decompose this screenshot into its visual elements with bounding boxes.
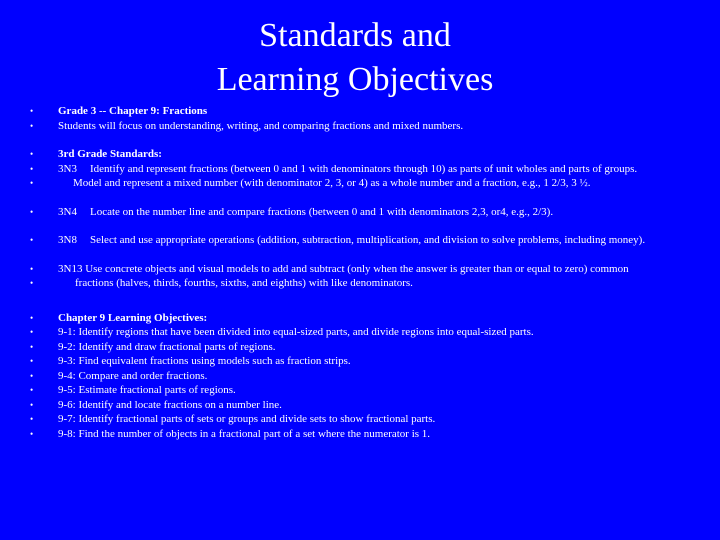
slide-title xyxy=(150,14,560,102)
bullet-icon: • xyxy=(30,341,34,352)
bullet-icon: • xyxy=(30,163,34,174)
slide-title-line1: Standards and xyxy=(259,17,451,54)
standard-3n3-cont xyxy=(30,176,712,191)
bullet-icon: • xyxy=(30,206,34,217)
standard-text: Use concrete objects and visual models to add and subtract (only when the answer is greater than or equal to zero) common xyxy=(85,262,629,275)
objective-text: 9-6: Identify and locate fractions on a number line. xyxy=(58,398,282,411)
standard-code: 3N3 xyxy=(58,162,77,175)
standard-code: 3N13 xyxy=(58,262,83,275)
bullet-icon: • xyxy=(30,178,34,188)
bullet-icon: • xyxy=(30,235,34,245)
standard-code: 3N4 xyxy=(58,205,77,218)
objective-text: 9-1: Identify regions that have been divided into equal-sized parts, and divide regions into equal-sized parts. xyxy=(58,326,534,338)
bullet-icon: • xyxy=(30,106,34,116)
bullet-icon: • xyxy=(30,120,34,131)
objective-text: 9-8: Find the number of objects in a fractional part of a set where the numerator is 1. xyxy=(58,427,431,440)
chapter-text: Students will focus on understanding, writing, and comparing fractions and mixed numbers. xyxy=(58,119,464,132)
objective-text: 9-3: Find equivalent fractions using models such as fraction strips. xyxy=(58,355,351,367)
chapter-heading-line xyxy=(30,104,712,119)
standards-heading: 3rd Grade Standards: xyxy=(58,148,162,160)
bullet-icon: • xyxy=(30,263,34,274)
chapter-text-line xyxy=(30,119,712,134)
bullet-icon: • xyxy=(30,149,34,159)
objective-text: 9-4: Compare and order fractions. xyxy=(58,369,208,382)
objective-text: 9-2: Identify and draw fractional parts of regions. xyxy=(58,340,276,353)
standards-heading-line xyxy=(30,147,712,162)
objective-item xyxy=(30,369,712,384)
objective-item xyxy=(30,340,712,355)
standard-text: Model and represent a mixed number (with denominator 2, 3, or 4) as a whole number and a fraction, e.g., 1 2/3, 3 ½. xyxy=(73,177,591,189)
chapter-heading: Grade 3 -- Chapter 9: Fractions xyxy=(58,105,208,117)
standard-text: fractions (halves, thirds, fourths, sixths, and eighths) with like denominators. xyxy=(75,277,413,289)
standard-3n3 xyxy=(30,162,712,177)
bullet-icon: • xyxy=(30,278,34,288)
objective-item xyxy=(30,412,712,427)
bullet-icon: • xyxy=(30,327,34,337)
standard-3n4 xyxy=(30,205,712,220)
objective-item xyxy=(30,325,712,340)
bullet-icon: • xyxy=(30,414,34,424)
objectives-heading-line xyxy=(30,311,712,326)
bullet-icon: • xyxy=(30,312,34,323)
objective-item xyxy=(30,427,712,442)
standard-3n13 xyxy=(30,262,712,277)
bullet-icon: • xyxy=(30,399,34,410)
objective-item xyxy=(30,398,712,413)
standard-text: Select and use appropriate operations (addition, subtraction, multiplication, and division to solve problems, including money). xyxy=(90,234,646,246)
objective-text: 9-7: Identify fractional parts of sets or groups and divide sets to show fractional parts. xyxy=(58,413,436,425)
objectives-heading: Chapter 9 Learning Objectives: xyxy=(58,311,208,324)
bullet-icon: • xyxy=(30,356,34,366)
objective-item xyxy=(30,354,712,369)
slide-content xyxy=(30,104,712,441)
standard-3n8 xyxy=(30,233,712,248)
bullet-icon: • xyxy=(30,385,34,395)
standard-code: 3N8 xyxy=(58,234,77,246)
objective-item xyxy=(30,383,712,398)
bullet-icon: • xyxy=(30,370,34,381)
standard-3n13-cont xyxy=(30,276,712,291)
objective-text: 9-5: Estimate fractional parts of regions. xyxy=(58,384,236,396)
bullet-icon: • xyxy=(30,428,34,439)
slide-title-line2: Learning Objectives xyxy=(216,61,494,98)
standard-text: Identify and represent fractions (between 0 and 1 with denominators through 10) as parts of unit wholes and parts of groups. xyxy=(90,162,638,175)
standard-text: Locate on the number line and compare fractions (between 0 and 1 with denominators 2,3, or4, e.g., 2/3). xyxy=(90,205,554,218)
